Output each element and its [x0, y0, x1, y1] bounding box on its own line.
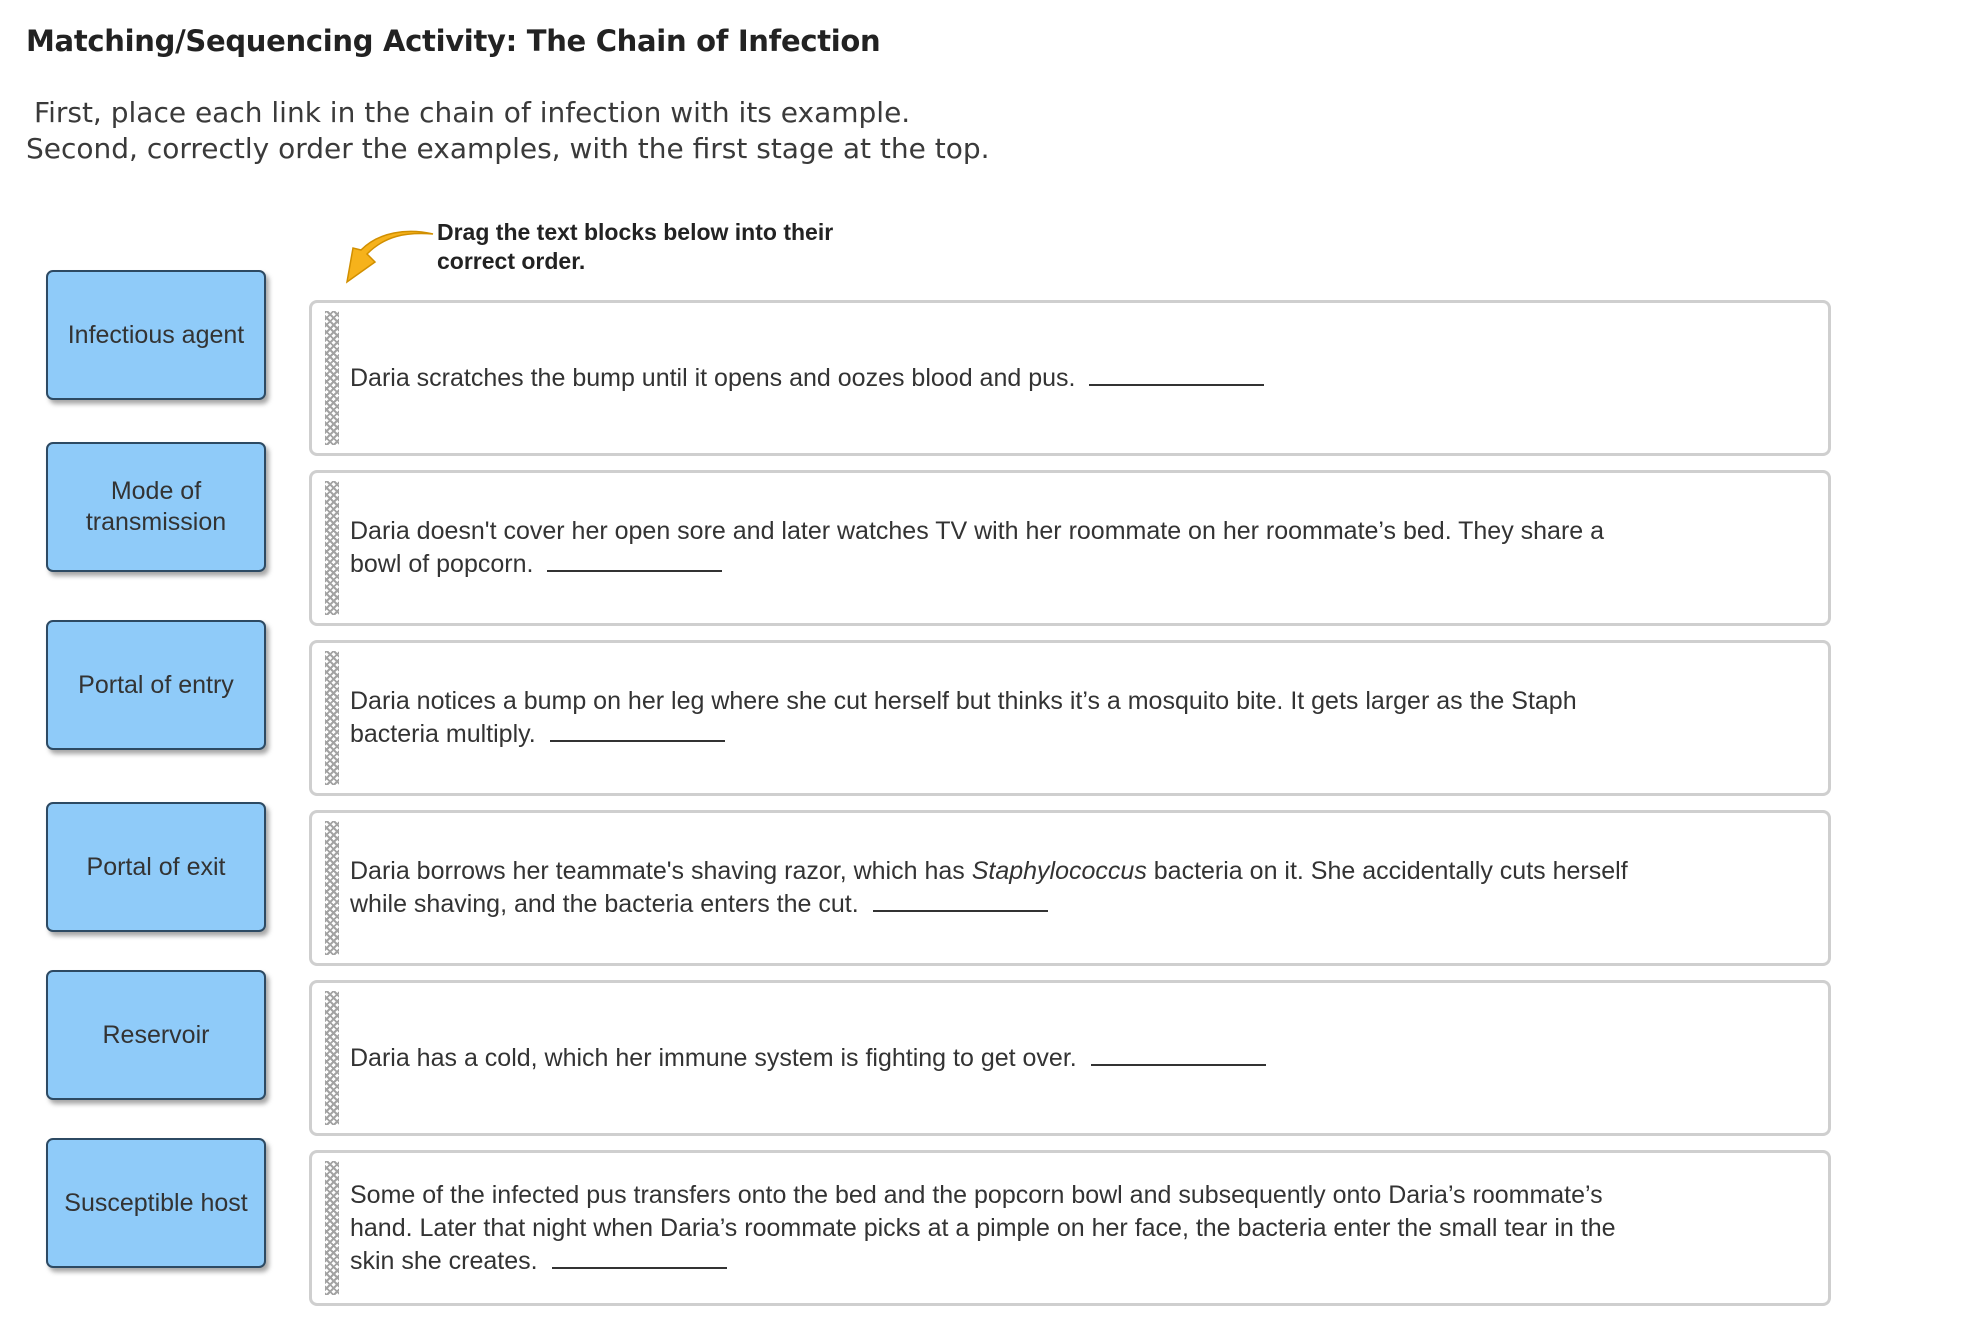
sequence-block-3[interactable]: [309, 640, 1831, 796]
sequence-block-2[interactable]: [309, 470, 1831, 626]
drag-handle-icon[interactable]: [325, 481, 339, 615]
drag-handle-icon[interactable]: [325, 821, 339, 955]
label-text: Mode of transmission: [85, 477, 227, 536]
label-text: Portal of entry: [78, 670, 234, 699]
drag-hint: [345, 218, 897, 276]
answer-blank[interactable]: [1091, 1062, 1266, 1066]
block-text: Daria doesn't cover her open sore and later watches TV with her roommate on her roommate’s bed. They share a bowl of popcorn.: [350, 517, 1605, 578]
block-text: Daria scratches the bump until it opens and oozes blood and pus.: [350, 362, 1264, 395]
label-infectious-agent[interactable]: [46, 270, 266, 400]
sequence-block-4[interactable]: [309, 810, 1831, 966]
block-text: Daria has a cold, which her immune system is fighting to get over.: [350, 1042, 1266, 1075]
answer-blank[interactable]: [550, 738, 725, 742]
label-portal-of-exit[interactable]: [46, 802, 266, 932]
instruction-line-2: Second, correctly order the examples, with the first stage at the top.: [26, 132, 990, 165]
sequence-block-5[interactable]: [309, 980, 1831, 1136]
arrow-icon: [345, 228, 435, 288]
answer-blank[interactable]: [552, 1265, 727, 1269]
block-text: Daria borrows her teammate's shaving razor, which has Staphylococcus bacteria on it. She accidentally cuts herself while shaving, and the bacteria enters the cut.: [350, 857, 1628, 918]
drag-handle-icon[interactable]: [325, 651, 339, 785]
sequence-block-6[interactable]: [309, 1150, 1831, 1306]
drag-hint-text: Drag the text blocks below into their correct order.: [437, 219, 834, 274]
label-mode-of-transmission[interactable]: [46, 442, 266, 572]
label-text: Infectious agent: [67, 320, 245, 349]
instruction-line-1: First, place each link in the chain of infection with its example.: [34, 96, 911, 129]
sequence-block-1[interactable]: [309, 300, 1831, 456]
instructions: [26, 95, 990, 167]
block-text: Some of the infected pus transfers onto the bed and the popcorn bowl and subsequently onto Daria’s roommate’s hand. Later that night when Daria’s roommate picks at a pimple on her face, the bacteria enter the small tear in the skin she creates.: [350, 1180, 1616, 1275]
answer-blank[interactable]: [873, 908, 1048, 912]
drag-handle-icon[interactable]: [325, 1161, 339, 1295]
label-reservoir[interactable]: [46, 970, 266, 1100]
label-portal-of-entry[interactable]: [46, 620, 266, 750]
label-text: Portal of exit: [86, 852, 226, 881]
block-text: Daria notices a bump on her leg where she cut herself but thinks it’s a mosquito bite. It gets larger as the Staph bacteria multiply.: [350, 687, 1577, 748]
label-text: Susceptible host: [64, 1188, 248, 1217]
answer-blank[interactable]: [547, 568, 722, 572]
page-title: Matching/Sequencing Activity: The Chain of Infection: [26, 24, 881, 58]
drag-handle-icon[interactable]: [325, 991, 339, 1125]
drag-handle-icon[interactable]: [325, 311, 339, 445]
label-susceptible-host[interactable]: [46, 1138, 266, 1268]
label-text: Reservoir: [102, 1020, 210, 1049]
answer-blank[interactable]: [1089, 382, 1264, 386]
